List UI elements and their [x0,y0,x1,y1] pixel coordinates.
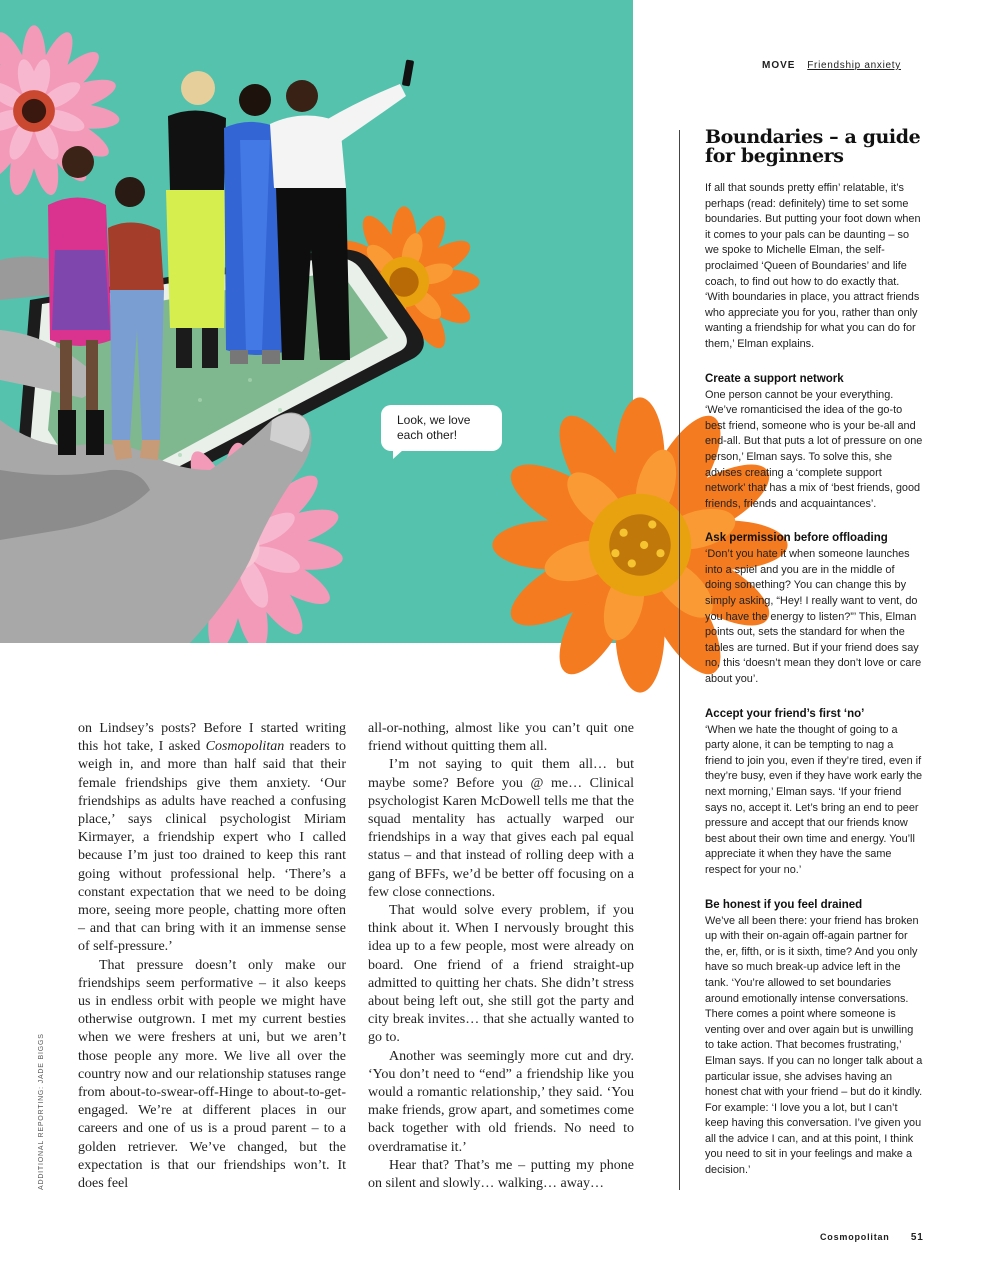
sidebar-divider [679,130,680,1190]
body-paragraph: all-or-nothing, almost like you can’t quit one friend without quitting them all. [368,721,634,755]
sidebar-intro: If all that sounds pretty effin’ relatable, it’s perhaps (read: definitely) time to set some boundaries. But putting your foot down when it comes to your pals can be daunting – so we spoke to Michelle Elman, the self-proclaimed ‘Queen of Boundaries’ and life coach, to find out how to do exactly that. ‘With boundaries in place, you attract friends who appreciate you for you, rather than only wanting a friendship for what you can do for them,’ Elman explains. [705,182,921,350]
page-footer [820,1232,924,1243]
boundaries-sidebar [705,128,923,1179]
tip-body: ‘When we hate the thought of going to a party alone, it can be tempting to nag a friend to join you, even if they’re tired, even if they’re busy, even if they have work early the next morning,’ Elman says. ‘If your friend says no, accept it. Let’s bring an end to peer pressure and accept that our friends know best about their own time and energy. You’ll appreciate it when they have the same respect for your no.’ [705,723,923,876]
tip-body: One person cannot be your everything. ‘We’ve romanticised the idea of the go-to best friend, someone who is your be-all and end-all. But that puts a lot of pressure on one person,’ Elman says. To solve this, she advises creating a ‘complete support network’ that has a mix of ‘best friends, good friends, friends and acquaintances’. [705,388,923,510]
tip-heading: Create a support network [705,372,844,385]
tip-heading: Accept your friend’s first ‘no’ [705,707,865,720]
speech-bubble: Look, we love each other! [381,405,502,451]
body-paragraph: I’m not saying to quit them all… but maybe some? Before you @ me… Clinical psychologist Karen McDowell tells me that the squad mentality has actually warped our friendships in a way that gives each pal equal status – and that instead of rolling deep with a gang of BFFs, we’d be better off focusing on a few close connections. [368,757,634,900]
body-paragraph: Hear that? That’s me – putting my phone on silent and slowly… walking… away… [368,1157,634,1192]
tip-heading: Be honest if you feel drained [705,898,863,911]
article-column-right [368,720,634,1193]
tip-body: We’ve all been there: your friend has broken up with their on-again off-again partner for the, er, fifth, or is it sixth, time? And you only have so much break-up advice left in the tank. ‘You’re allowed to set boundaries around emotionally intense conversations. There comes a point where someone is venting over and over again but is unwilling to take action. That becomes frustrating,’ Elman says. If you can no longer talk about a particular issue, she advises having an honest chat with your friend – but do it kindly. For example: ‘I love you a lot, but I can’t keep having this conversation. I’ve given you all the advice I can, and at this point, I think you need to sit in your feelings and make a decision.’ [705,914,923,1177]
body-paragraph: That would solve every problem, if you think about it. When I nervously brought this idea up to a few people, most were already on board. One friend of a friend straight-up admitted to quitting her chats. She didn’t stress about being left out, she still got the party and city break invites… that she actually wanted to go to. [368,903,634,1046]
page-number: 51 [910,1232,924,1243]
article-column-left [78,720,346,1193]
body-paragraph: Another was seemingly more cut and dry. ‘You don’t need to “end” a friendship like you would a romantic relationship,’ they said. ‘You make friends, grow apart, and sometimes come back together with old friends. No need to overdramatise it.’ [368,1048,634,1155]
section-header [762,60,942,71]
pink-flower-icon [0,25,121,197]
topic-label: Friendship anxiety [807,60,901,71]
sidebar-title: Boundaries – a guide for beginners [705,126,921,167]
body-paragraph: That pressure doesn’t only make our friendships seem performative – it also keeps us in endless orbit with people we might have otherwise outgrown. I met my current besties when we were freshers at uni, but we aren’t those people any more. We live all over the country now and our relationship statuses range from about-to-swear-off-Hinge to about-to-get-engaged. We’re at different places in our careers and one of us is a proud parent – to a golden retriever. We’ve changed, but the expectation is that our friendships won’t. It does feel [78,957,346,1192]
tip-heading: Ask permission before offloading [705,532,888,545]
section-label: MOVE [762,60,796,71]
magazine-name: Cosmopolitan [820,1232,890,1242]
publication-name: Cosmopolitan [205,739,285,755]
reporting-credit: ADDITIONAL REPORTING: JADE BIGGS [38,1033,45,1190]
body-paragraph: on Lindsey’s posts? Before I started writing this hot take, I asked Cosmopolitan readers to weigh in, and more than half said that their female friendships give them anxiety. ‘Our friendships as adults have reached a confusing place,’ says clinical psychologist Miriam Kirmayer, a friendship expert who I called because I’m just too drained to keep this rant going without professional help. ‘There’s a constant expectation that we need to be doing more, seeing more people, chatting more often – and that can bring with it an immense sense of self-pressure.’ [78,721,346,955]
orange-flower-icon [520,430,690,700]
tip-body: ‘Don’t you hate it when someone launches into a spiel and you are in the middle of doing something? You can change this by simply asking, “Hey! I really want to vent, do you have the energy to listen?”’ This, Elman points out, sets the standard for when the tables are turned. But if your friend does say no, this ‘doesn’t mean they don’t love or care about you’. [705,548,922,686]
